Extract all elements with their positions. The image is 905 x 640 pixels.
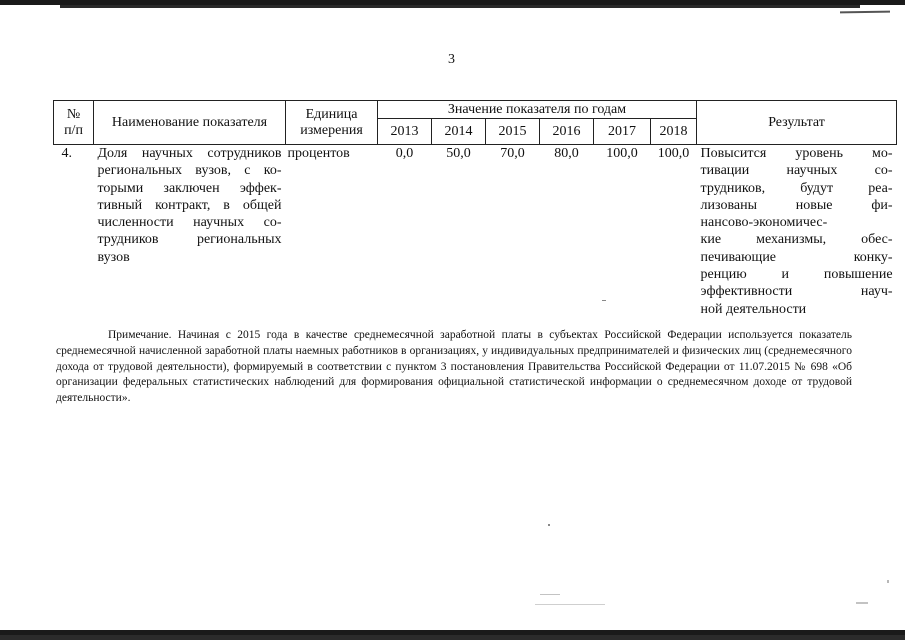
header-num-line1: № bbox=[66, 106, 81, 122]
scan-speck bbox=[540, 594, 560, 595]
scan-speck bbox=[602, 300, 606, 301]
result-line: кие механизмы, обес- bbox=[700, 232, 893, 248]
scan-speck bbox=[856, 602, 868, 604]
header-result: Результат bbox=[697, 101, 897, 145]
header-year: 2015 bbox=[486, 119, 540, 145]
scan-border-bottom-inner bbox=[0, 635, 905, 640]
result-line: тивации научных со- bbox=[700, 163, 893, 179]
result-line: эффективности науч- bbox=[700, 284, 893, 300]
result-line: ной деятельности bbox=[700, 301, 807, 317]
result-line: печивающие конку- bbox=[700, 249, 893, 265]
row-value-2017: 100,0 bbox=[606, 146, 638, 161]
result-line: Повысится уровень мо- bbox=[700, 146, 893, 161]
name-line: трудников региональных bbox=[97, 232, 282, 248]
name-line: численности научных со- bbox=[97, 215, 282, 231]
result-line: лизованы новые фи- bbox=[700, 197, 893, 213]
header-num bbox=[54, 101, 94, 145]
result-line: нансово-экономичес- bbox=[700, 215, 828, 231]
header-unit-line2: измерения bbox=[300, 122, 363, 138]
header-values-group: Значение показателя по годам bbox=[378, 101, 697, 119]
name-line: вузов bbox=[97, 249, 130, 265]
header-name: Наименование показателя bbox=[94, 101, 286, 145]
scan-border-top-inner bbox=[60, 5, 860, 8]
row-value-2016: 80,0 bbox=[554, 146, 579, 161]
header-num-line2: п/п bbox=[64, 122, 83, 138]
footnote: Примечание. Начиная с 2015 года в качестве среднемесячной заработной платы в субъектах Российской Федерации используется показатель среднемесячной начисленной заработной платы наемных работников в организациях, у индивидуальных предпринимателей и физических лиц (среднемесячного дохода от трудовой деятельности), формируемый в соответствии с пунктом 3 постановления Правительства Российской Федерации от 11.07.2015 № 698 «Об организации федеральных статистических наблюдений для формирования официальной статистической информации о среднемесячном доходе от трудовой деятельности». bbox=[56, 329, 852, 405]
row-num: 4. bbox=[61, 146, 72, 161]
row-value-2018: 100,0 bbox=[657, 146, 690, 161]
row-value-2015: 70,0 bbox=[500, 146, 525, 161]
scan-speck bbox=[535, 604, 605, 605]
row-unit: процентов bbox=[287, 146, 350, 161]
header-year: 2014 bbox=[432, 119, 486, 145]
row-result bbox=[697, 145, 897, 318]
header-year: 2013 bbox=[378, 119, 432, 145]
header-year: 2018 bbox=[651, 119, 697, 145]
scan-speck bbox=[548, 524, 550, 526]
header-year: 2017 bbox=[594, 119, 651, 145]
row-value-2014: 50,0 bbox=[446, 146, 471, 161]
result-line: ренцию и повышение bbox=[700, 267, 893, 283]
scan-speck bbox=[887, 580, 889, 583]
page-number: 3 bbox=[448, 52, 455, 67]
name-line: Доля научных сотрудников bbox=[97, 146, 282, 161]
scan-mark bbox=[840, 11, 890, 14]
result-line: трудников, будут реа- bbox=[700, 180, 893, 196]
name-line: тивный контракт, в общей bbox=[97, 197, 282, 213]
name-line: региональных вузов, с ко- bbox=[97, 163, 282, 179]
header-year: 2016 bbox=[540, 119, 594, 145]
row-indicator-name bbox=[94, 145, 286, 318]
indicators-table bbox=[53, 100, 897, 318]
header-unit bbox=[286, 101, 378, 145]
table-row bbox=[54, 145, 897, 318]
name-line: торыми заключен эффек- bbox=[97, 180, 282, 196]
header-unit-line1: Единица bbox=[305, 106, 358, 122]
row-value-2013: 0,0 bbox=[395, 146, 414, 161]
